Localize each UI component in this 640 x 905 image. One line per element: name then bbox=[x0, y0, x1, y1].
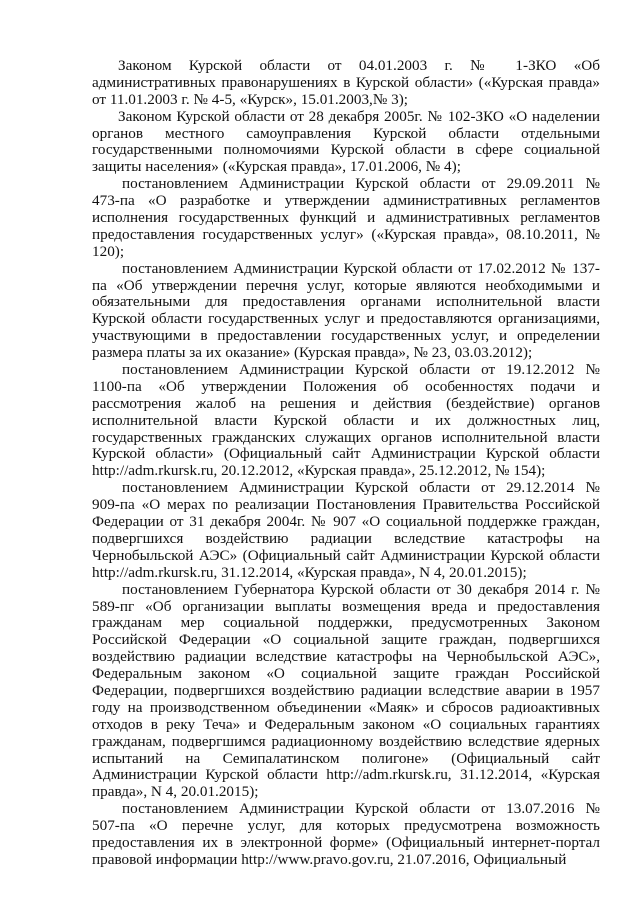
text-line: Чернобыльской АЭС» (Официальный сайт Администрации Курской области bbox=[92, 546, 600, 564]
text-line: 120); bbox=[92, 242, 125, 260]
paragraph-law-1zko bbox=[92, 58, 600, 109]
paragraph-resolution-473 bbox=[92, 176, 600, 260]
text-line: постановлением Администрации Курской области от 19.12.2012 № bbox=[122, 361, 600, 379]
text-line: размера платы за их оказание» (Курская правда», № 23, 03.03.2012); bbox=[92, 344, 533, 362]
paragraph-resolution-137 bbox=[92, 261, 600, 362]
text-line: 473-па «О разработке и утверждении административных регламентов bbox=[92, 192, 600, 210]
paragraph-resolution-507 bbox=[92, 801, 600, 869]
text-line: исполнения государственных функций и административных регламентов bbox=[92, 209, 600, 227]
text-line: обязательными для предоставления органами исполнительной власти bbox=[92, 293, 600, 311]
text-line: государственных гражданских служащих органов исполнительной власти bbox=[92, 428, 600, 446]
text-line: http://adm.rkursk.ru, 31.12.2014, «Курская правда», N 4, 20.01.2015); bbox=[92, 563, 527, 581]
text-line: предоставления государственных услуг» («Курская правда», 08.10.2011, № bbox=[92, 225, 600, 243]
text-line: постановлением Администрации Курской области от 13.07.2016 № bbox=[122, 800, 600, 818]
text-line: воздействию радиации вследствие катастрофы на Чернобыльской АЭС», bbox=[92, 648, 600, 666]
text-line: http://adm.rkursk.ru, 20.12.2012, «Курская правда», 25.12.2012, № 154); bbox=[92, 462, 546, 480]
paragraph-resolution-909 bbox=[92, 480, 600, 581]
text-line: государственными полномочиями Курской области в сфере социальной bbox=[92, 141, 600, 159]
text-line: административных правонарушениях в Курской области» («Курская правда» bbox=[92, 73, 600, 91]
text-line: Курской области государственных услуг и предоставляются организациями, bbox=[92, 310, 600, 328]
text-line: исполнительной власти Курской области и их должностных лиц, bbox=[92, 411, 600, 429]
text-line: постановлением Администрации Курской области от 17.02.2012 № 137- bbox=[122, 259, 600, 277]
text-line: отходов в реку Теча» и Федеральным законом «О социальных гарантиях bbox=[92, 715, 600, 733]
text-line: Федерации от 31 декабря 2004г. № 907 «О социальной поддержке граждан, bbox=[92, 513, 600, 531]
text-line: постановлением Администрации Курской области от 29.12.2014 № bbox=[122, 479, 600, 497]
paragraph-resolution-1100 bbox=[92, 362, 600, 480]
text-line: предоставления их в электронной форме» (Официальный интернет-портал bbox=[92, 833, 600, 851]
text-line: 507-па «О перечне услуг, для которых предусмотрена возможность bbox=[92, 817, 600, 835]
text-line: Федерации, подвергшихся воздействию радиации вследствие аварии в 1957 bbox=[92, 681, 600, 699]
text-line: году на производственном объединении «Маяк» и сбросов радиоактивных bbox=[92, 698, 600, 716]
text-line: Федеральным законом «О социальной защите граждан Российской bbox=[92, 665, 600, 683]
text-line: от 11.01.2003 г. № 4-5, «Курск», 15.01.2003,№ 3); bbox=[92, 90, 409, 108]
text-line: подвергшихся воздействию радиации вследствие катастрофы на bbox=[92, 529, 600, 547]
text-line: 909-па «О мерах по реализации Постановления Правительства Российской bbox=[92, 496, 600, 514]
text-line: гражданам, подвергшимся радиационному воздействию вследствие ядерных bbox=[92, 732, 600, 750]
text-line: правда», N 4, 20.01.2015); bbox=[92, 783, 259, 801]
text-line: правовой информации http://www.pravo.gov.ru, 21.07.2016, Официальный bbox=[92, 850, 567, 868]
text-line: гражданам мер социальной поддержки, предусмотренных Законом bbox=[92, 614, 600, 632]
text-line: Администрации Курской области http://adm.rkursk.ru, 31.12.2014, «Курская bbox=[92, 766, 600, 784]
text-line: испытаний на Семипалатинском полигоне» (Официальный сайт bbox=[92, 749, 600, 767]
text-line: Курской области» (Официальный сайт Администрации Курской области bbox=[92, 445, 600, 463]
text-line: Законом Курской области от 04.01.2003 г. № 1-ЗКО «Об bbox=[118, 57, 600, 74]
text-line: Законом Курской области от 28 декабря 2005г. № 102-ЗКО «О наделении bbox=[118, 107, 600, 125]
paragraph-law-102zko bbox=[92, 109, 600, 177]
text-line: Российской Федерации «О социальной защите граждан, подвергшихся bbox=[92, 631, 600, 649]
text-line: постановлением Губернатора Курской области от 30 декабря 2014 г. № bbox=[122, 580, 600, 598]
text-line: 589-пг «Об организации выплаты возмещения вреда и предоставления bbox=[92, 597, 600, 615]
text-line: па «Об утверждении перечня услуг, которые являются необходимыми и bbox=[92, 276, 600, 294]
text-line: участвующими в предоставлении государственных услуг, и определении bbox=[92, 327, 600, 345]
text-line: рассмотрения жалоб на решения и действия (бездействие) органов bbox=[92, 394, 600, 412]
text-line: 1100-па «Об утверждении Положения об особенностях подачи и bbox=[92, 377, 600, 395]
paragraph-governor-589 bbox=[92, 582, 600, 802]
text-line: защиты населения» («Курская правда», 17.01.2006, № 4); bbox=[92, 158, 461, 176]
text-line: постановлением Администрации Курской области от 29.09.2011 № bbox=[122, 175, 600, 193]
document-page bbox=[92, 58, 600, 869]
text-line: органов местного самоуправления Курской области отдельными bbox=[92, 124, 600, 142]
